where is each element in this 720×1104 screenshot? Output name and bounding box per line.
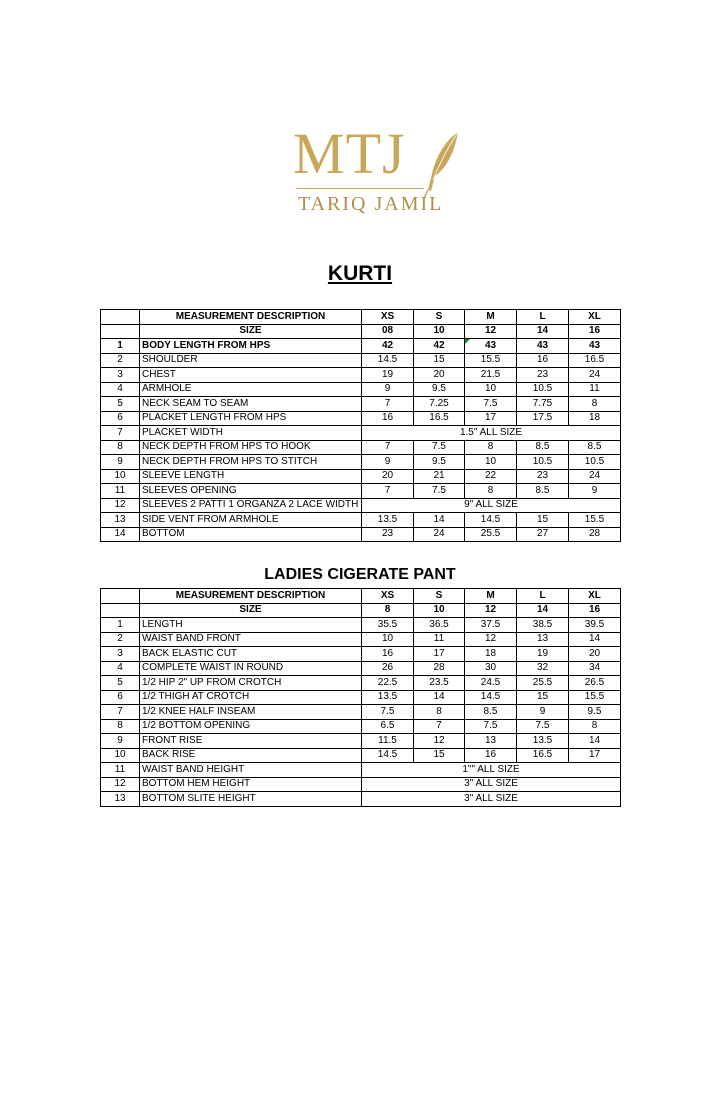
measurement-description: BACK ELASTIC CUT (140, 647, 362, 662)
measurement-value: 14.5 (362, 748, 414, 763)
table-row (101, 748, 621, 763)
size-header: XS (362, 589, 414, 604)
row-number: 4 (101, 382, 140, 397)
size-header: M (465, 310, 517, 325)
measurement-description: SHOULDER (140, 353, 362, 368)
measurement-value: 13.5 (362, 690, 414, 705)
measurement-value: 20 (362, 469, 414, 484)
size-value: 12 (465, 603, 517, 618)
measurement-value: 8 (414, 705, 465, 720)
measurement-value: 23 (517, 368, 569, 383)
row-number: 7 (101, 426, 140, 441)
size-header: XS (362, 310, 414, 325)
measurement-description: SIDE VENT FROM ARMHOLE (140, 513, 362, 528)
table-row (101, 763, 621, 778)
size-value: 10 (414, 324, 465, 339)
table-row (101, 484, 621, 499)
measurement-value: 7.5 (465, 719, 517, 734)
size-value: 16 (569, 603, 621, 618)
size-header: S (414, 310, 465, 325)
measurement-description: NECK SEAM TO SEAM (140, 397, 362, 412)
measurement-value: 17 (414, 647, 465, 662)
size-value: 16 (569, 324, 621, 339)
measurement-value: 15.5 (569, 513, 621, 528)
row-number: 13 (101, 792, 140, 807)
table-row (101, 368, 621, 383)
measurement-description: FRONT RISE (140, 734, 362, 749)
measurement-value: 18 (569, 411, 621, 426)
measurement-value: 10.5 (569, 455, 621, 470)
row-number: 1 (101, 618, 140, 633)
measurement-description: NECK DEPTH FROM HPS TO HOOK (140, 440, 362, 455)
logo-text: MTJ (293, 121, 406, 186)
row-number: 4 (101, 661, 140, 676)
measurement-value: 9 (362, 382, 414, 397)
row-number: 10 (101, 748, 140, 763)
measurement-value: 8.5 (517, 440, 569, 455)
measurement-value: 12 (465, 632, 517, 647)
measurement-description: WAIST BAND FRONT (140, 632, 362, 647)
row-number: 1 (101, 339, 140, 354)
measurement-description: BACK RISE (140, 748, 362, 763)
measurement-value: 16 (362, 647, 414, 662)
measurement-value: 11 (569, 382, 621, 397)
measurement-value: 20 (569, 647, 621, 662)
row-number-cell (101, 324, 140, 339)
measurement-description: BOTTOM (140, 527, 362, 542)
measurement-value: 34 (569, 661, 621, 676)
size-value: 12 (465, 324, 517, 339)
table-row (101, 734, 621, 749)
measurement-value: 14.5 (465, 513, 517, 528)
measurement-description: 1/2 KNEE HALF INSEAM (140, 705, 362, 720)
measurement-value: 8 (465, 484, 517, 499)
pant-measurement-table (100, 588, 621, 807)
measurement-value: 15.5 (569, 690, 621, 705)
measurement-description: ARMHOLE (140, 382, 362, 397)
table-row (101, 527, 621, 542)
measurement-value: 23 (362, 527, 414, 542)
table-row (101, 676, 621, 691)
measurement-value: 26.5 (569, 676, 621, 691)
measurement-value: 8 (569, 719, 621, 734)
measurement-value: 16 (517, 353, 569, 368)
row-number-header (101, 310, 140, 325)
measurement-value: 14 (414, 690, 465, 705)
row-number: 7 (101, 705, 140, 720)
measurement-value: 16 (362, 411, 414, 426)
table-row (101, 498, 621, 513)
measurement-value: 9 (569, 484, 621, 499)
measurement-value: 25.5 (465, 527, 517, 542)
measurement-value: 14 (569, 734, 621, 749)
measurement-value: 22.5 (362, 676, 414, 691)
measurement-value: 8 (569, 397, 621, 412)
measurement-value: 16.5 (414, 411, 465, 426)
measurement-value: 13 (517, 632, 569, 647)
measurement-description: 1/2 THIGH AT CROTCH (140, 690, 362, 705)
measurement-value: 27 (517, 527, 569, 542)
measurement-description: 1/2 BOTTOM OPENING (140, 719, 362, 734)
kurti-title: KURTI (327, 262, 393, 285)
measurement-value: 37.5 (465, 618, 517, 633)
measurement-value: 6.5 (362, 719, 414, 734)
table-row (101, 455, 621, 470)
size-header: L (517, 310, 569, 325)
row-number: 6 (101, 411, 140, 426)
measurement-value: 16.5 (517, 748, 569, 763)
measurement-value: 20 (414, 368, 465, 383)
measurement-value: 8 (465, 440, 517, 455)
measurement-value: 26 (362, 661, 414, 676)
measurement-value: 13.5 (362, 513, 414, 528)
measurement-value: 14 (569, 632, 621, 647)
merged-value: 9" ALL SIZE (362, 498, 621, 513)
size-header: XL (569, 589, 621, 604)
measurement-value: 19 (517, 647, 569, 662)
measurement-value: 21.5 (465, 368, 517, 383)
measurement-value: 9 (362, 455, 414, 470)
size-header: M (465, 589, 517, 604)
measurement-value: 12 (414, 734, 465, 749)
measurement-value: 21 (414, 469, 465, 484)
measurement-value: 18 (465, 647, 517, 662)
measurement-value: 16.5 (569, 353, 621, 368)
kurti-measurement-table (100, 309, 621, 542)
row-number: 14 (101, 527, 140, 542)
row-number: 10 (101, 469, 140, 484)
table-row (101, 469, 621, 484)
measurement-description: PLACKET LENGTH FROM HPS (140, 411, 362, 426)
measurement-description: BOTTOM HEM HEIGHT (140, 777, 362, 792)
measurement-value: 43 (517, 339, 569, 354)
measurement-value: 11.5 (362, 734, 414, 749)
size-value: 8 (362, 603, 414, 618)
measurement-value: 14 (414, 513, 465, 528)
measurement-value: 24 (414, 527, 465, 542)
measurement-value: 19 (362, 368, 414, 383)
measurement-value: 7.75 (517, 397, 569, 412)
measurement-value: 8.5 (465, 705, 517, 720)
size-value: 10 (414, 603, 465, 618)
measurement-description: PLACKET WIDTH (140, 426, 362, 441)
measurement-description: SLEEVES 2 PATTI 1 ORGANZA 2 LACE WIDTH (140, 498, 362, 513)
measurement-value: 9.5 (414, 382, 465, 397)
measurement-value: 16 (465, 748, 517, 763)
measurement-value: 7.5 (414, 484, 465, 499)
measurement-value: 28 (414, 661, 465, 676)
row-number: 3 (101, 368, 140, 383)
measurement-description: BODY LENGTH FROM HPS (140, 339, 362, 354)
measurement-value: 23 (517, 469, 569, 484)
pant-title: LADIES CIGERATE PANT (264, 566, 456, 583)
measurement-value: 42 (414, 339, 465, 354)
size-value: 14 (517, 324, 569, 339)
merged-value: 1"" ALL SIZE (362, 763, 621, 778)
row-number: 5 (101, 676, 140, 691)
measurement-value: 15.5 (465, 353, 517, 368)
table-row (101, 792, 621, 807)
measurement-value: 7 (362, 440, 414, 455)
measurement-value: 7.5 (362, 705, 414, 720)
table-row (101, 513, 621, 528)
measurement-description: NECK DEPTH FROM HPS TO STITCH (140, 455, 362, 470)
size-row (101, 603, 621, 618)
measurement-description: 1/2 HIP 2" UP FROM CROTCH (140, 676, 362, 691)
measurement-value: 15 (414, 353, 465, 368)
measurement-description: WAIST BAND HEIGHT (140, 763, 362, 778)
measurement-value: 15 (414, 748, 465, 763)
measurement-value: 15 (517, 513, 569, 528)
measurement-value: 23.5 (414, 676, 465, 691)
measurement-value: 24.5 (465, 676, 517, 691)
measurement-value: 17 (569, 748, 621, 763)
row-number: 11 (101, 763, 140, 778)
size-row (101, 324, 621, 339)
table-row (101, 618, 621, 633)
row-number: 8 (101, 440, 140, 455)
logo-subtitle: TARIQ JAMIL (298, 193, 444, 215)
measurement-value: 14.5 (465, 690, 517, 705)
table-row (101, 339, 621, 354)
measurement-value: 7 (362, 397, 414, 412)
table-row (101, 690, 621, 705)
merged-value: 3" ALL SIZE (362, 777, 621, 792)
measurement-description: LENGTH (140, 618, 362, 633)
row-number: 11 (101, 484, 140, 499)
measurement-value: 9.5 (414, 455, 465, 470)
size-label: SIZE (140, 603, 362, 618)
size-label: SIZE (140, 324, 362, 339)
description-header: MEASUREMENT DESCRIPTION (140, 310, 362, 325)
measurement-value: 9.5 (569, 705, 621, 720)
measurement-value: 7 (362, 484, 414, 499)
measurement-value: 32 (517, 661, 569, 676)
measurement-value: 15 (517, 690, 569, 705)
logo-divider (296, 188, 424, 189)
measurement-value: 10 (362, 632, 414, 647)
measurement-value: 42 (362, 339, 414, 354)
description-header: MEASUREMENT DESCRIPTION (140, 589, 362, 604)
measurement-value: 38.5 (517, 618, 569, 633)
measurement-description: COMPLETE WAIST IN ROUND (140, 661, 362, 676)
row-number: 2 (101, 353, 140, 368)
measurement-value: 11 (414, 632, 465, 647)
header-row (101, 310, 621, 325)
measurement-value: 22 (465, 469, 517, 484)
measurement-value: 43 (569, 339, 621, 354)
row-number: 5 (101, 397, 140, 412)
measurement-value: 13.5 (517, 734, 569, 749)
measurement-value: 8.5 (569, 440, 621, 455)
row-number-header (101, 589, 140, 604)
row-number: 9 (101, 734, 140, 749)
table-row (101, 647, 621, 662)
measurement-value: 7.25 (414, 397, 465, 412)
row-number: 13 (101, 513, 140, 528)
merged-value: 3" ALL SIZE (362, 792, 621, 807)
row-number: 9 (101, 455, 140, 470)
table-row (101, 382, 621, 397)
table-row (101, 719, 621, 734)
measurement-value: 10 (465, 382, 517, 397)
measurement-value: 17.5 (517, 411, 569, 426)
table-row (101, 705, 621, 720)
row-number: 12 (101, 498, 140, 513)
measurement-value: 9 (517, 705, 569, 720)
row-number: 2 (101, 632, 140, 647)
table-row (101, 426, 621, 441)
row-number: 3 (101, 647, 140, 662)
measurement-description: BOTTOM SLITE HEIGHT (140, 792, 362, 807)
row-number: 6 (101, 690, 140, 705)
row-number: 8 (101, 719, 140, 734)
measurement-value: 14.5 (362, 353, 414, 368)
size-value: 08 (362, 324, 414, 339)
merged-value: 1.5" ALL SIZE (362, 426, 621, 441)
measurement-value: 17 (465, 411, 517, 426)
measurement-value: 13 (465, 734, 517, 749)
measurement-value: 24 (569, 469, 621, 484)
measurement-value: 8.5 (517, 484, 569, 499)
measurement-value: 7 (414, 719, 465, 734)
header-row (101, 589, 621, 604)
feather-quill-icon (418, 130, 464, 200)
measurement-description: SLEEVES OPENING (140, 484, 362, 499)
measurement-value: 24 (569, 368, 621, 383)
size-header: XL (569, 310, 621, 325)
size-header: L (517, 589, 569, 604)
measurement-value: 25.5 (517, 676, 569, 691)
table-row (101, 632, 621, 647)
measurement-value: 10 (465, 455, 517, 470)
table-row (101, 661, 621, 676)
row-number-cell (101, 603, 140, 618)
measurement-description: CHEST (140, 368, 362, 383)
table-row (101, 777, 621, 792)
measurement-value: 10.5 (517, 455, 569, 470)
measurement-value: 43 (465, 339, 517, 354)
table-row (101, 353, 621, 368)
measurement-value: 35.5 (362, 618, 414, 633)
measurement-value: 10.5 (517, 382, 569, 397)
measurement-value: 7.5 (517, 719, 569, 734)
measurement-value: 7.5 (465, 397, 517, 412)
size-value: 14 (517, 603, 569, 618)
measurement-value: 30 (465, 661, 517, 676)
table-row (101, 411, 621, 426)
measurement-value: 36.5 (414, 618, 465, 633)
brand-logo (0, 120, 720, 220)
measurement-value: 28 (569, 527, 621, 542)
table-row (101, 397, 621, 412)
row-number: 12 (101, 777, 140, 792)
size-header: S (414, 589, 465, 604)
table-row (101, 440, 621, 455)
measurement-value: 39.5 (569, 618, 621, 633)
measurement-description: SLEEVE LENGTH (140, 469, 362, 484)
measurement-value: 7.5 (414, 440, 465, 455)
